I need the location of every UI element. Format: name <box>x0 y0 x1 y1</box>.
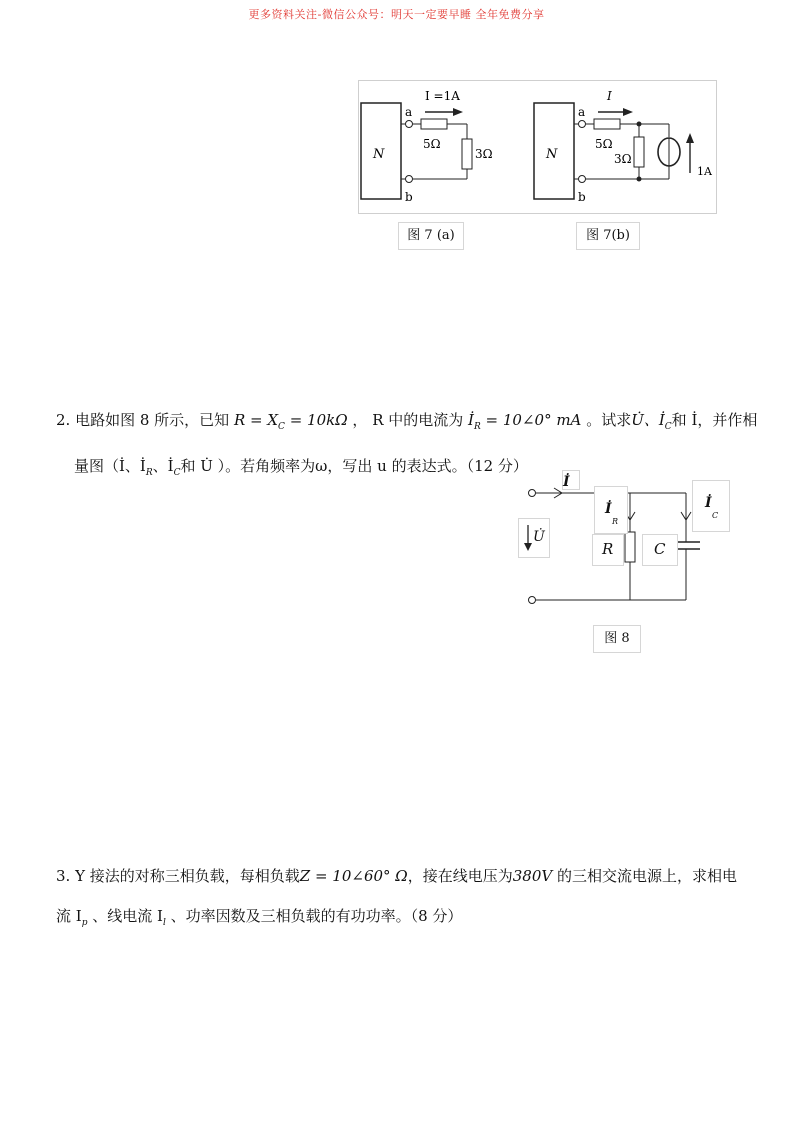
fig7b-network-label: N <box>546 147 558 162</box>
figure-8-caption: 图 8 <box>593 625 641 653</box>
question-3-line-1: 3. Y 接法的对称三相负载，每相负载Z = 10∠60° Ω，接在线电压为380V 的三相交流电源上，求相电 <box>56 867 738 885</box>
fig7b-r2: 3Ω <box>614 152 632 166</box>
figure-7 <box>358 80 717 214</box>
fig8-current-ir-box <box>594 486 628 534</box>
question-2-line-1: 2. 电路如图 8 所示，已知 $R = X_C = 10k\Omega$ ， R 中的电流为 $İ_R$ = 10∠0° mA 。试求U̇、$İ_C$和 İ，并作相 <box>56 411 758 432</box>
figure-7b-circuit <box>534 89 713 204</box>
fig8-current-ic-sub: C <box>712 511 719 520</box>
figure-7a-caption: 图 7 (a) <box>398 222 464 250</box>
fig8-voltage-arrow <box>523 525 533 551</box>
fig8-capacitor-box <box>642 534 678 566</box>
fig7a-node-b: b <box>405 190 413 204</box>
fig7b-current-label: I <box>607 89 612 103</box>
fig7a-current-label: I =1A <box>425 89 460 103</box>
fig7b-node-b: b <box>578 190 586 204</box>
fig7b-source-label: 1A <box>697 165 712 178</box>
fig7a-network-label: N <box>373 147 385 162</box>
fig8-current-i-box <box>562 470 580 490</box>
fig8-capacitor-label: C <box>654 540 666 558</box>
fig8-voltage-box <box>518 518 550 558</box>
fig8-current-i-label: İ <box>563 474 570 490</box>
figure-7a-circuit <box>361 89 493 204</box>
header-banner: 更多资料关注-微信公众号：明天一定要早睡 全年免费分享 <box>248 8 545 21</box>
fig7b-r1: 5Ω <box>595 137 613 151</box>
fig7a-r2: 3Ω <box>475 147 493 161</box>
figure-7-circuits <box>359 81 716 213</box>
fig7b-node-a: a <box>578 105 586 119</box>
fig7a-r1: 5Ω <box>423 137 441 151</box>
fig8-voltage-label: U̇ <box>533 529 545 545</box>
question-3-line-2: 流 $I_p$ 、线电流 $I_l$ 、功率因数及三相负载的有功功率。（8 分） <box>56 907 463 928</box>
question-2-line-2: 量图（İ、$İ_R$、$İ_C$和 U̇ ）。若角频率为ω，写出 u 的表达式。（12 分） <box>74 457 528 478</box>
fig8-current-ir-sub: R <box>612 517 619 526</box>
fig8-current-ic-box <box>692 480 730 532</box>
fig8-current-ir-label: İ <box>605 501 612 517</box>
fig7a-node-a: a <box>405 105 413 119</box>
fig8-current-ic-label: İ <box>705 495 712 511</box>
figure-7b-caption: 图 7(b) <box>576 222 640 250</box>
fig8-resistor-label: R <box>602 540 614 558</box>
fig8-resistor-box <box>592 534 624 566</box>
